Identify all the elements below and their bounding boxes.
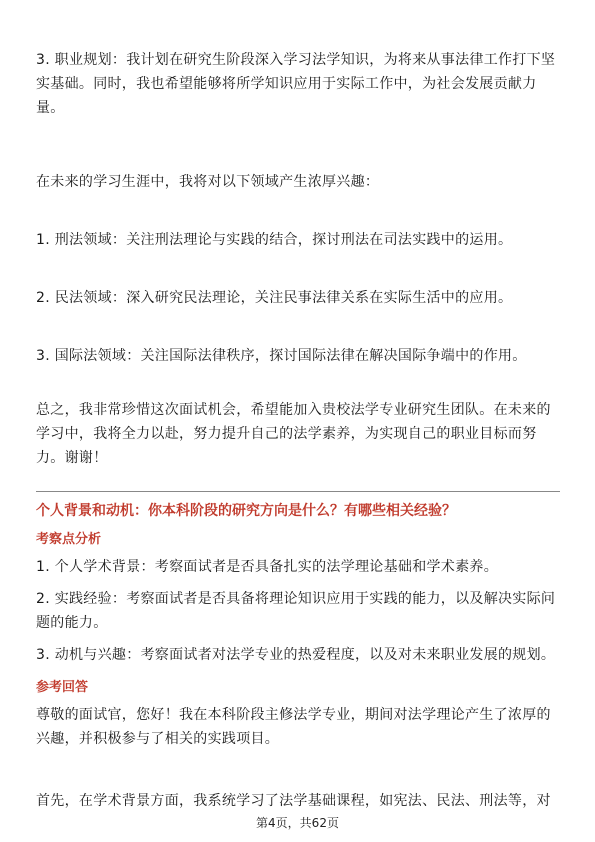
- analysis-item-3: 3. 动机与兴趣：考察面试者对法学专业的热爱程度，以及对未来职业发展的规划。: [36, 647, 556, 663]
- analysis-heading: 考察点分析: [36, 532, 102, 547]
- answer-paragraph-1: 尊敬的面试官，您好！我在本科阶段主修法学专业，期间对法学理论产生了浓厚的兴趣，并积极参与了相关的实践项目。: [36, 707, 551, 747]
- section-divider: [36, 491, 560, 492]
- career-plan-paragraph: 3. 职业规划：我计划在研究生阶段深入学习法学知识，为将来从事法律工作打下坚实基础。同时，我也希望能够将所学知识应用于实际工作中，为社会发展贡献力量。: [36, 52, 556, 116]
- interview-question: 个人背景和动机：你本科阶段的研究方向是什么？有哪些相关经验？: [36, 503, 456, 519]
- future-interest-intro: 在未来的学习生涯中，我将对以下领域产生浓厚兴趣：: [36, 174, 380, 190]
- page-number: 第4页，共62页: [256, 816, 339, 830]
- conclusion-paragraph: 总之，我非常珍惜这次面试机会，希望能加入贵校法学专业研究生团队。在未来的学习中，我将全力以赴，努力提升自己的法学素养，为实现自己的职业目标而努力。谢谢！: [36, 402, 551, 466]
- analysis-item-1: 1. 个人学术背景：考察面试者是否具备扎实的法学理论基础和学术素养。: [36, 559, 499, 575]
- analysis-item-2: 2. 实践经验：考察面试者是否具备将理论知识应用于实践的能力，以及解决实际问题的能力。: [36, 591, 556, 631]
- civil-law-item: 2. 民法领域：深入研究民法理论，关注民事法律关系在实际生活中的应用。: [36, 290, 513, 306]
- criminal-law-item: 1. 刑法领域：关注刑法理论与实践的结合，探讨刑法在司法实践中的运用。: [36, 232, 513, 248]
- international-law-item: 3. 国际法领域：关注国际法律秩序，探讨国际法律在解决国际争端中的作用。: [36, 348, 527, 364]
- answer-paragraph-2: 首先，在学术背景方面，我系统学习了法学基础课程，如宪法、民法、刑法等，对: [36, 793, 551, 809]
- answer-heading: 参考回答: [36, 680, 89, 695]
